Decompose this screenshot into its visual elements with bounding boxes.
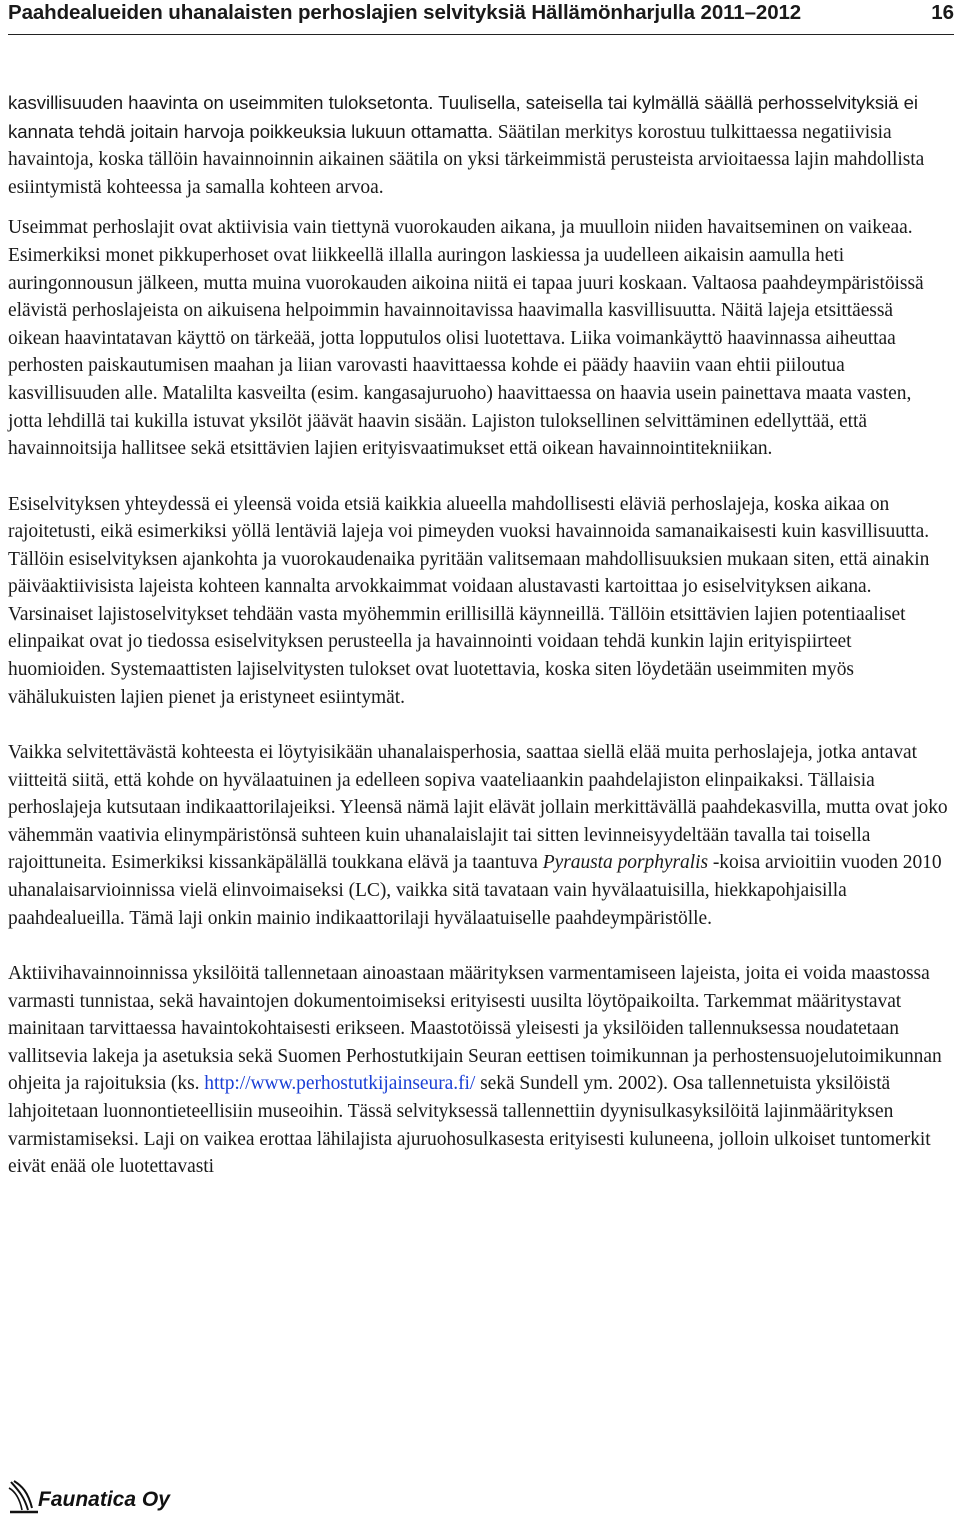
logo-text: Faunatica Oy [38, 1488, 170, 1511]
paragraph-preliminary-survey: Esiselvityksen yhteydessä ei yleensä voida etsiä kaikkia alueella mahdollisesti eläviä perhoslajeja, koska aikaa on rajoitetusti, eikä esimerkiksi yöllä lentäviä lajeja voi pimeyden vuoksi havainnoida samanaikaisesti kuin kasvillisuutta. Tällöin esiselvityksen ajankohta ja vuorokaudenaika pyritään valitsemaan mahdollisuuksien mukaan siten, että ainakin päiväaktiivisista lajeista kohteen kannalta arvokkaimmat voidaan alustavasti kartoittaa jo esiselvityksen aikana. Varsinaiset lajistoselvitykset tehdään vasta myöhemmin erillisillä käynneillä. Tällöin etsittävien lajien potentiaaliset elinpaikat ovat jo tiedossa esiselvityksen perusteella ja havainnointi voidaan tehdä kunkin lajin erityispiirteet huomioiden. Systemaattisten lajiselvitysten tulokset ovat luotettavia, koska siten löydetään useimmiten myös vähälukuisten lajien pienet ja eristyneet esiintymät. [8, 493, 930, 708]
document-title: Paahdealueiden uhanalaisten perhoslajien selvityksiä Hällämönharjulla 2011–2012 [8, 1, 802, 24]
paragraph-weather-serif-part: Säätilan merkitys korostuu tulkittaessa negatiivisia havaintoja, koska tällöin havainnoinnin aikainen säätila on yksi tärkeimmistä perusteista arvioitaessa lajin mahdollista esiintymistä kohteessa ja samalla kohteen arvoa. [8, 121, 925, 198]
paragraph-weather-sans-part: kasvillisuuden haavinta on useimmiten tuloksetonta. Tuulisella, sateisella tai kylmällä säällä perhosselvityksiä ei kannata tehdä joitain harvoja poikkeuksia lukuun ottamatta. [8, 92, 918, 142]
paragraph-activity-times: Useimmat perhoslajit ovat aktiivisia vain tiettynä vuorokauden aikana, ja muulloin niiden havaitseminen on vaikeaa. Esimerkiksi monet pikkuperhoset ovat liikkeellä illalla auringon laskiessa ja uudelleen aikaisin aamulla heti auringonnousun jälkeen, mutta muina vuorokauden aikoina niitä ei tapaa juuri koskaan. Valtaosa paahdeympäristöissä elävistä perhoslajeista on aikuisena helpoimmin havainnoitavissa haavimalla kasvillisuutta. Näitä lajeja etsittäessä oikean haavintatavan käyttö on tärkeää, jotta lopputulos olisi luotettava. Liika voimankäyttö haavinnassa aiheuttaa perhosten paiskautumisen maahan ja liian varovasti haavittaessa kohde ei päädy haaviin vaan ehtii piiloutua kasvillisuuden alle. Matalilta kasveilta (esim. kangasajuruoho) haavittaessa on haavia usein painettava maata vasten, jotta lehdillä tai kukilla istuvat yksilöt jäävät haavin sisään. Lajiston tuloksellinen selvittäminen edellyttää, että havainnoitsija hallitsee sekä etsittävien lajien erityisvaatimukset että oikean havainnointitekniikan. [8, 217, 924, 460]
body-text [8, 89, 948, 1181]
faunatica-logo [8, 1478, 208, 1516]
paragraph-specimen-collection [8, 960, 948, 1181]
indicator-text-before: Vaikka selvitettävästä kohteesta ei löytyisikään uhanalaisperhosia, saattaa siellä elää muita perhoslajeja, jotka antavat viitteitä siitä, että kohde on hyvälaatuinen ja edelleen sopiva vaateliaankin paahdelajiston elinpaikaksi. Tällaisia perhoslajeja kutsutaan indikaattorilajeiksi. Yleensä nämä lajit elävät jollain merkittävällä paahdekasvilla, mutta ovat joko vähemmän vaativia elinympäristönsä suhteen kuin uhanalaislajit tai sitten levinneisyydeltään tavalla tai toisella rajoittuneita. Esimerkiksi kissankäpälällä toukkana elävä ja taantuva [8, 742, 948, 874]
paragraph-weather [8, 89, 948, 201]
butterfly-logo-icon [8, 1478, 42, 1514]
indicator-text-after: -koisa arvioitiin vuoden 2010 uhanalaisarvioinnissa vielä elinvoimaiseksi (LC), vaikka sitä tavataan vain hyvälaatuisilla, hiekkapohjaisilla paahdealueilla. Tämä laji onkin mainio indikaattorilaji hyvälaatuiselle paahdeympäristölle. [8, 852, 942, 929]
page-number: 16 [931, 1, 954, 24]
paragraph-indicator-species [8, 739, 948, 932]
page-header [8, 0, 954, 35]
society-website-link[interactable]: http://www.perhostutkijainseura.fi/ [204, 1073, 476, 1095]
species-name: Pyrausta porphyralis [542, 852, 709, 874]
collection-text-before: Aktiivihavainnoinnissa yksilöitä tallennetaan ainoastaan määrityksen varmentamiseen lajeista, joita ei voida maastossa varmasti tunnistaa, sekä havaintojen dokumentoimiseksi erityisesti uusilta löytöpaikoilta. Tarkemmat määritystavat mainitaan tarvittaessa havaintokohtaisesti erikseen. Maastotöissä yleisesti ja yksilöiden tallennuksessa noudatetaan vallitsevia lakeja ja asetuksia sekä Suomen Perhostutkijain Seuran eettisen toimikunnan ja perhostensuojelutoimikunnan ohjeita ja rajoituksia (ks. [8, 963, 942, 1095]
collection-text-after: sekä Sundell ym. 2002). Osa tallennetuista yksilöistä lahjoitetaan luonnontieteellisiin museoihin. Tässä selvityksessä tallennettiin dyynisulkasyksilöitä lajinmäärityksen varmistamiseksi. Laji on vaikea erottaa lähilajista ajuruohosulkasesta erityisesti kuluneena, jolloin ulkoiset tuntomerkit eivät enää ole luotettavasti [8, 1073, 931, 1178]
